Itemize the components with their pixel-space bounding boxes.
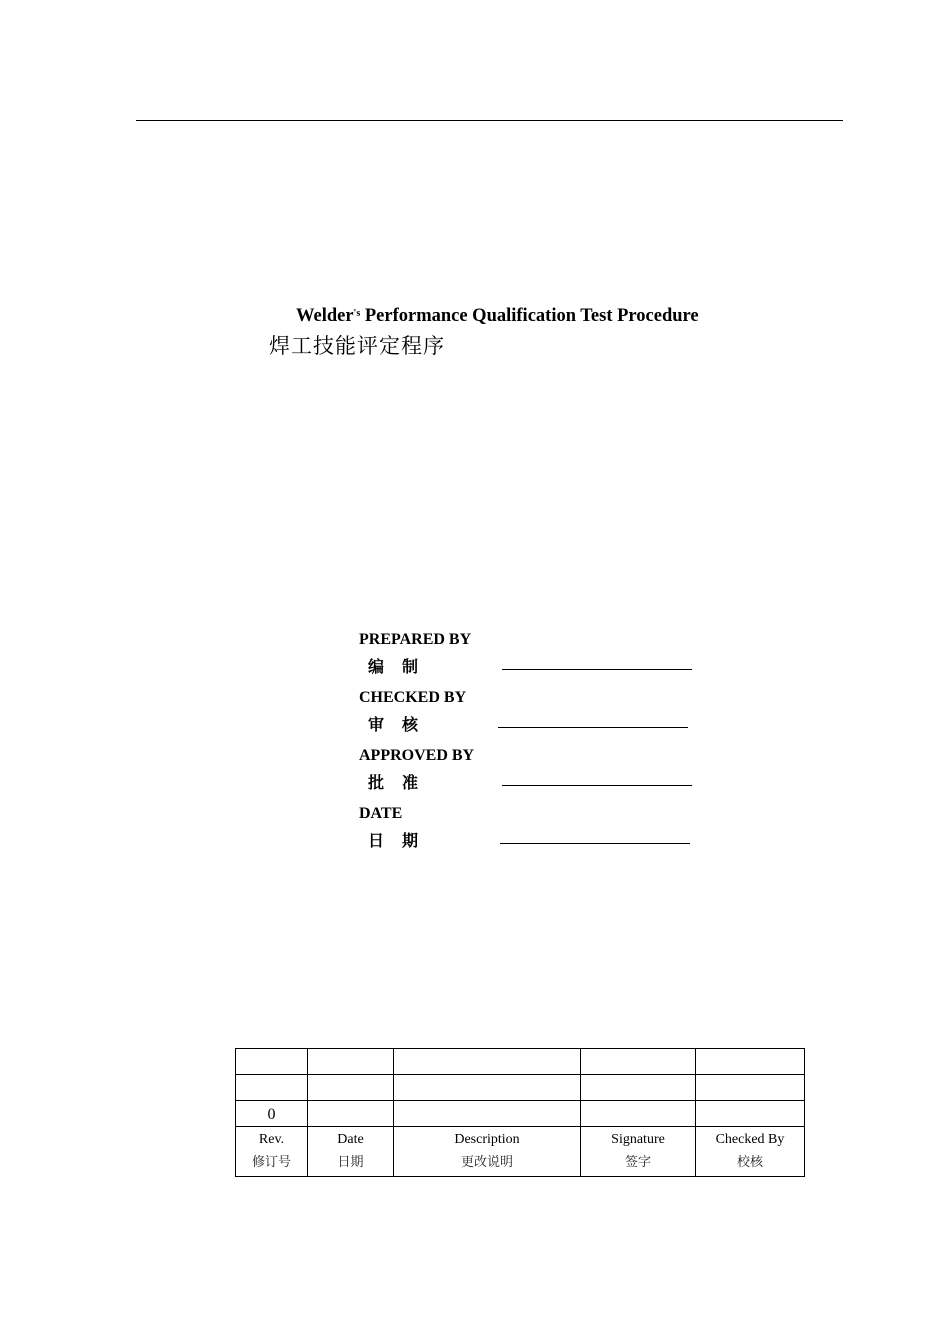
header-signature-en: Signature [611, 1131, 665, 1147]
prepared-by-signature-line[interactable] [502, 669, 692, 670]
approved-by-signature-line[interactable] [502, 785, 692, 786]
header-description-cn: 更改说明 [460, 1154, 513, 1170]
header-rev-cn: 修订号 [251, 1154, 291, 1170]
document-title-chinese: 焊工技能评定程序 [269, 334, 445, 358]
table-cell[interactable] [308, 1101, 394, 1127]
table-row [236, 1101, 805, 1127]
checked-by-row [359, 712, 759, 744]
checked-by-signature-line[interactable] [498, 727, 688, 728]
date-row [359, 828, 759, 860]
title-en-rest: Performance Qualification Test Procedure [360, 306, 699, 326]
prepared-by-label: PREPARED BY [359, 631, 472, 648]
header-signature-cn: 签字 [624, 1154, 651, 1170]
title-en-apostrophe: 's [353, 308, 361, 319]
table-cell[interactable] [236, 1075, 308, 1101]
approved-by-label-cn: 批准 [368, 773, 437, 792]
table-row [236, 1075, 805, 1101]
table-cell[interactable] [308, 1049, 394, 1075]
table-cell[interactable] [308, 1075, 394, 1101]
table-cell[interactable] [696, 1101, 805, 1127]
signature-block [359, 628, 759, 860]
approved-by-row [359, 770, 759, 802]
header-checked-by-en: Checked By [715, 1131, 785, 1147]
table-cell[interactable] [394, 1101, 581, 1127]
prepared-by-row [359, 654, 759, 686]
header-description-en: Description [454, 1131, 520, 1147]
header-rev-en: Rev. [258, 1131, 285, 1147]
table-cell[interactable] [581, 1101, 696, 1127]
date-signature-line[interactable] [500, 843, 690, 844]
table-cell[interactable] [696, 1049, 805, 1075]
header-checked-by [696, 1127, 805, 1177]
revision-table [235, 1048, 805, 1177]
header-checked-by-cn: 校核 [736, 1154, 763, 1170]
header-date-cn: 日期 [337, 1154, 364, 1170]
table-cell[interactable] [581, 1075, 696, 1101]
header-date-en: Date [337, 1131, 364, 1147]
table-cell[interactable] [236, 1049, 308, 1075]
header-rev [236, 1127, 308, 1177]
table-cell[interactable] [581, 1049, 696, 1075]
table-cell[interactable] [696, 1075, 805, 1101]
header-signature [581, 1127, 696, 1177]
approved-by-label: APPROVED BY [359, 747, 475, 764]
title-en-main: Welder [296, 306, 354, 326]
prepared-by-label-cn: 编制 [368, 657, 437, 676]
checked-by-label: CHECKED BY [359, 689, 467, 706]
table-cell[interactable] [394, 1049, 581, 1075]
document-title-english [296, 306, 699, 327]
date-label: DATE [359, 805, 403, 822]
header-rule [136, 120, 843, 121]
checked-by-label-cn: 审核 [368, 715, 437, 734]
header-date [308, 1127, 394, 1177]
table-cell[interactable] [236, 1101, 308, 1127]
table-row [236, 1049, 805, 1075]
table-header-row [236, 1127, 805, 1177]
date-label-cn: 日期 [368, 831, 437, 850]
revision-number: 0 [267, 1106, 276, 1123]
header-description [394, 1127, 581, 1177]
table-cell[interactable] [394, 1075, 581, 1101]
